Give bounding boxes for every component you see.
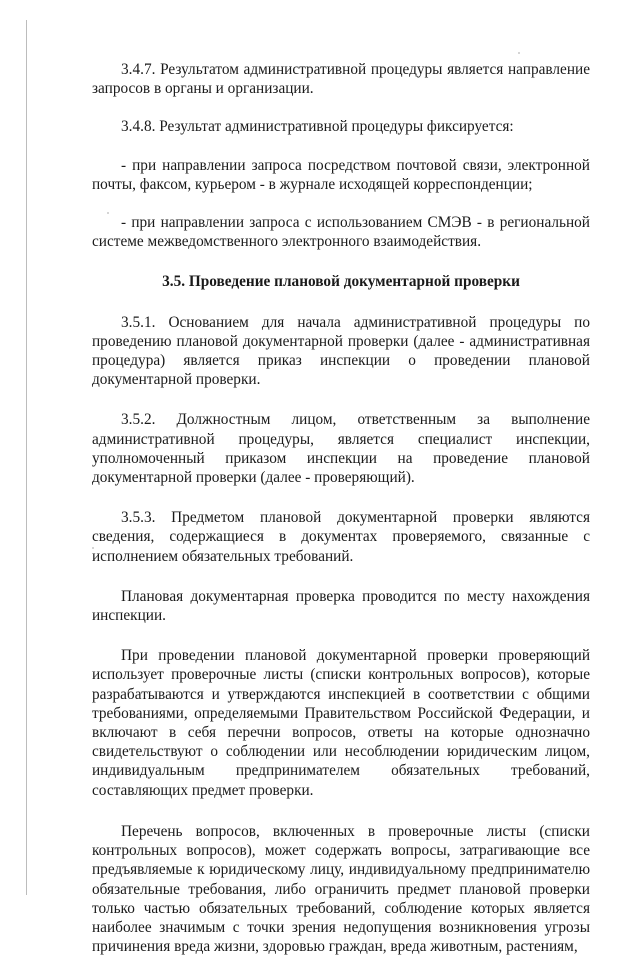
paragraph-checklists: При проведении плановой документарной проверки проверяющий использует проверочные листы (списки контрольных вопросов), которые разрабатываются и утверждаются инспекцией в соответствии с общими требованиями, определяемыми Правительством Российской Федерации, и включают в себя перечни вопросов, ответы на которые однозначно свидетельствуют о соблюдении или несоблюдении юридическим лицом, индивидуальным предпринимателем обязательных требований, составляющих предмет проверки. — [92, 647, 590, 799]
paragraph-smev-request: - при направлении запроса с использованием СМЭВ - в региональной системе межведомственного электронного взаимодействия. — [92, 214, 590, 251]
paragraph-3-5-1: 3.5.1. Основанием для начала административной процедуры по проведению плановой документарной проверки (далее - административная процедура) является приказ инспекции о проведении плановой документарной проверки. — [92, 313, 590, 389]
section-heading: 3.5. Проведение плановой документарной проверки — [162, 273, 520, 291]
paragraph-postal-request: - при направлении запроса посредством почтовой связи, электронной почты, факсом, курьером - в журнале исходящей корреспонденции; — [92, 156, 590, 193]
paragraph-question-list: Перечень вопросов, включенных в проверочные листы (списки контрольных вопросов), может содержать вопросы, затрагивающие все предъявляемые к юридическому лицу, индивидуальному предпринимателю обязательные требования, либо ограничить предмет плановой проверки только частью обязательных требований, соблюдение которых является наиболее значимым с точки зрения недопущения возникновения угрозы причинения вреда жизни, здоровью граждан, вреда животным, растениям, — [92, 822, 590, 956]
scan-margin-line — [26, 20, 27, 895]
paragraph-inspection-location: Плановая документарная проверка проводится по месту нахождения инспекции. — [92, 587, 590, 625]
document-page — [92, 60, 590, 956]
paragraph-3-4-7: 3.4.7. Результатом административной процедуры является направление запросов в органы и организации. — [92, 61, 590, 98]
paragraph-3-5-2: 3.5.2. Должностным лицом, ответственным за выполнение административной процедуры, является специалист инспекции, уполномоченный приказом инспекции на проведение плановой документарной проверки (далее - проверяющий). — [92, 411, 590, 487]
paragraph-3-5-3: 3.5.3. Предметом плановой документарной проверки являются сведения, содержащиеся в документах проверяемого, связанные с исполнением обязательных требований. — [92, 509, 590, 565]
paragraph-3-4-8: 3.4.8. Результат административной процедуры фиксируется: — [121, 118, 514, 136]
scan-speck — [518, 52, 520, 54]
